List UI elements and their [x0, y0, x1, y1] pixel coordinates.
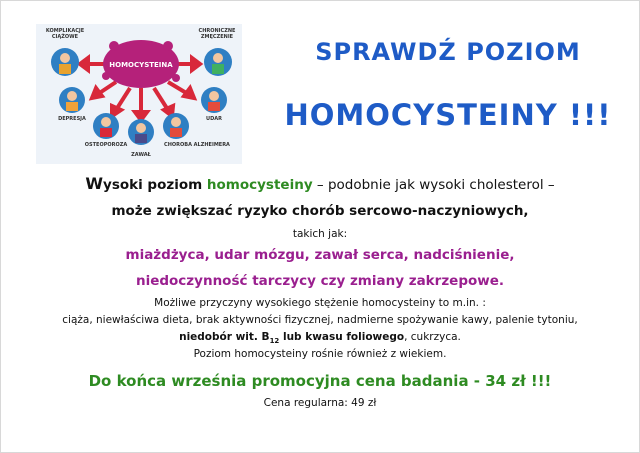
intro-bold: ysoki poziom — [103, 177, 207, 193]
causes-line: ciąża, niewłaściwa dieta, brak aktywności fizycznej, nadmierne spożywanie kawy, palenie tytoniu, — [62, 314, 578, 326]
infographic-center-label: HOMOCYSTEINA — [109, 61, 173, 69]
causes-intro: Możliwe przyczyny wysokiego stężenie homocysteiny to m.in. : — [154, 297, 486, 309]
deficiency-subscript: 12 — [269, 337, 280, 346]
headline-line-1: SPRAWDŹ POZIOM — [315, 38, 581, 66]
infographic-label-zmeczenie: CHRONICZNE ZMĘCZENIE — [198, 28, 236, 40]
diseases-line-2: niedoczynność tarczycy czy zmiany zakrzepowe. — [135, 273, 505, 289]
deficiency-line — [0, 331, 640, 345]
infographic-label-alzheimer: CHOROBA ALZHEIMERA — [164, 142, 230, 148]
deficiency-suffix: lub kwasu foliowego — [279, 331, 405, 343]
risk-line: może zwiększać ryzyko chorób sercowo-naczyniowych, — [111, 203, 529, 219]
infographic-label-komplikacje: KOMPLIKACJE CIĄŻOWE — [45, 28, 85, 40]
infographic-label-udar: UDAR — [206, 116, 222, 122]
intro-keyword: homocysteiny — [206, 177, 313, 193]
infographic-label-osteoporoza: OSTEOPOROZA — [84, 142, 128, 148]
diseases-line-1: miażdżyca, udar mózgu, zawał serca, nadciśnienie, — [125, 247, 515, 263]
intro-rest: – podobnie jak wysoki cholesterol – — [312, 177, 555, 193]
infographic-label-depresja: DEPRESJA — [58, 116, 86, 122]
such-as-line: takich jak: — [292, 228, 348, 240]
intro-initial: W — [85, 174, 104, 193]
headline-line-2: HOMOCYSTEINY !!! — [284, 98, 612, 132]
age-line: Poziom homocysteiny rośnie również z wiekiem. — [193, 348, 447, 360]
regular-price: Cena regularna: 49 zł — [263, 397, 377, 409]
deficiency-prefix: niedobór wit. B — [179, 331, 270, 343]
homocysteine-infographic — [36, 24, 242, 164]
intro-line — [0, 174, 640, 193]
infographic-label-zawal: ZAWAŁ — [131, 152, 151, 158]
promo-text: Do końca września promocyjna cena badania - 34 zł !!! — [88, 372, 552, 390]
deficiency-rest: , cukrzyca. — [404, 331, 461, 343]
